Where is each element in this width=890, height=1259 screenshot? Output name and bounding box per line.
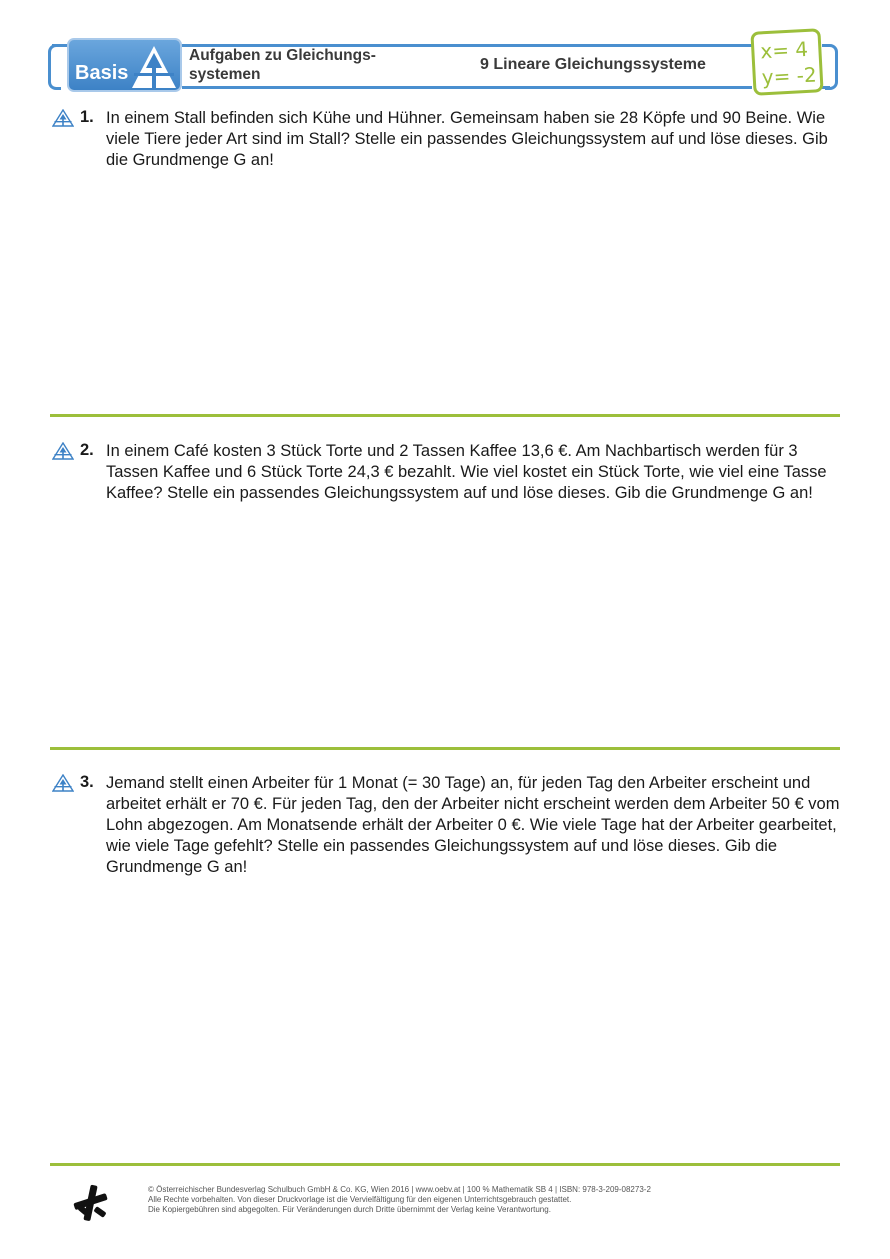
separator-line — [50, 414, 840, 417]
separator-line — [50, 747, 840, 750]
header-bracket-right — [825, 44, 838, 90]
difficulty-pyramid-icon — [52, 774, 74, 792]
header-rule-bottom — [182, 86, 752, 89]
difficulty-pyramid-icon — [52, 442, 74, 460]
publisher-logo-icon — [72, 1183, 110, 1223]
difficulty-pyramid-icon — [52, 109, 74, 127]
footer-line2: Alle Rechte vorbehalten. Von dieser Druckvorlage ist die Vervielfältigung für den eigenen Unterrichtsgebrauch gestattet. — [148, 1195, 572, 1204]
doc-title-line2: systemen — [189, 66, 261, 83]
task-number: 2. — [80, 441, 94, 459]
footer-copyright — [148, 1185, 838, 1215]
pyramid-icon — [129, 43, 179, 91]
task-text: In einem Stall befinden sich Kühe und Hühner. Gemeinsam haben sie 28 Köpfe und 90 Beine. Wie viele Tiere jeder Art sind im Stall? Stelle ein passendes Gleichungssystem auf und löse dieses. Gib die Grundmenge G an! — [106, 109, 828, 169]
footer-separator-line — [50, 1163, 840, 1166]
task-number: 1. — [80, 108, 94, 126]
equation-badge — [750, 28, 823, 96]
task-number: 3. — [80, 773, 94, 791]
task-text: Jemand stellt einen Arbeiter für 1 Monat (= 30 Tage) an, für jeden Tag den Arbeiter erscheint und arbeitet erhält er 70 €. Für jeden Tag, den der Arbeiter nicht erscheint werden dem Arbeiter 50 € vom Lohn abgezogen. Am Monatsende erhält der Arbeiter 0 €. Wie viele Tage hat der Arbeiter gearbeitet, wie viele Tage gefehlt? Stelle ein passendes Gleichungssystem auf und löse dieses. Gib die Grundmenge G an! — [106, 774, 840, 876]
footer-line3: Die Kopiergebühren sind abgegolten. Für Veränderungen durch Dritte übernimmt der Verlag keine Verantwortung. — [148, 1205, 551, 1214]
doc-title — [189, 46, 419, 84]
equation-badge-line2: y= -2 — [761, 62, 818, 90]
task-text: In einem Café kosten 3 Stück Torte und 2 Tassen Kaffee 13,6 €. Am Nachbartisch werden für 3 Tassen Kaffee und 6 Stück Torte 24,3 € bezahlt. Wie viel kostet ein Stück Torte, wie viel eine Tasse Kaffee? Stelle ein passendes Gleichungssystem auf und löse dieses. Gib die Grundmenge G an! — [106, 442, 827, 502]
doc-title-line1: Aufgaben zu Gleichungs- — [189, 47, 376, 64]
level-label: Basis — [75, 62, 129, 84]
footer-line1: © Österreichischer Bundesverlag Schulbuch GmbH & Co. KG, Wien 2016 | www.oebv.at | 100 % Mathematik SB 4 | ISBN: 978-3-209-08273-2 — [148, 1185, 651, 1194]
chapter-title: 9 Lineare Gleichungssysteme — [480, 56, 706, 73]
equation-badge-line1: x= 4 — [759, 36, 809, 64]
level-badge — [67, 38, 182, 92]
header-bracket-left — [48, 44, 61, 90]
